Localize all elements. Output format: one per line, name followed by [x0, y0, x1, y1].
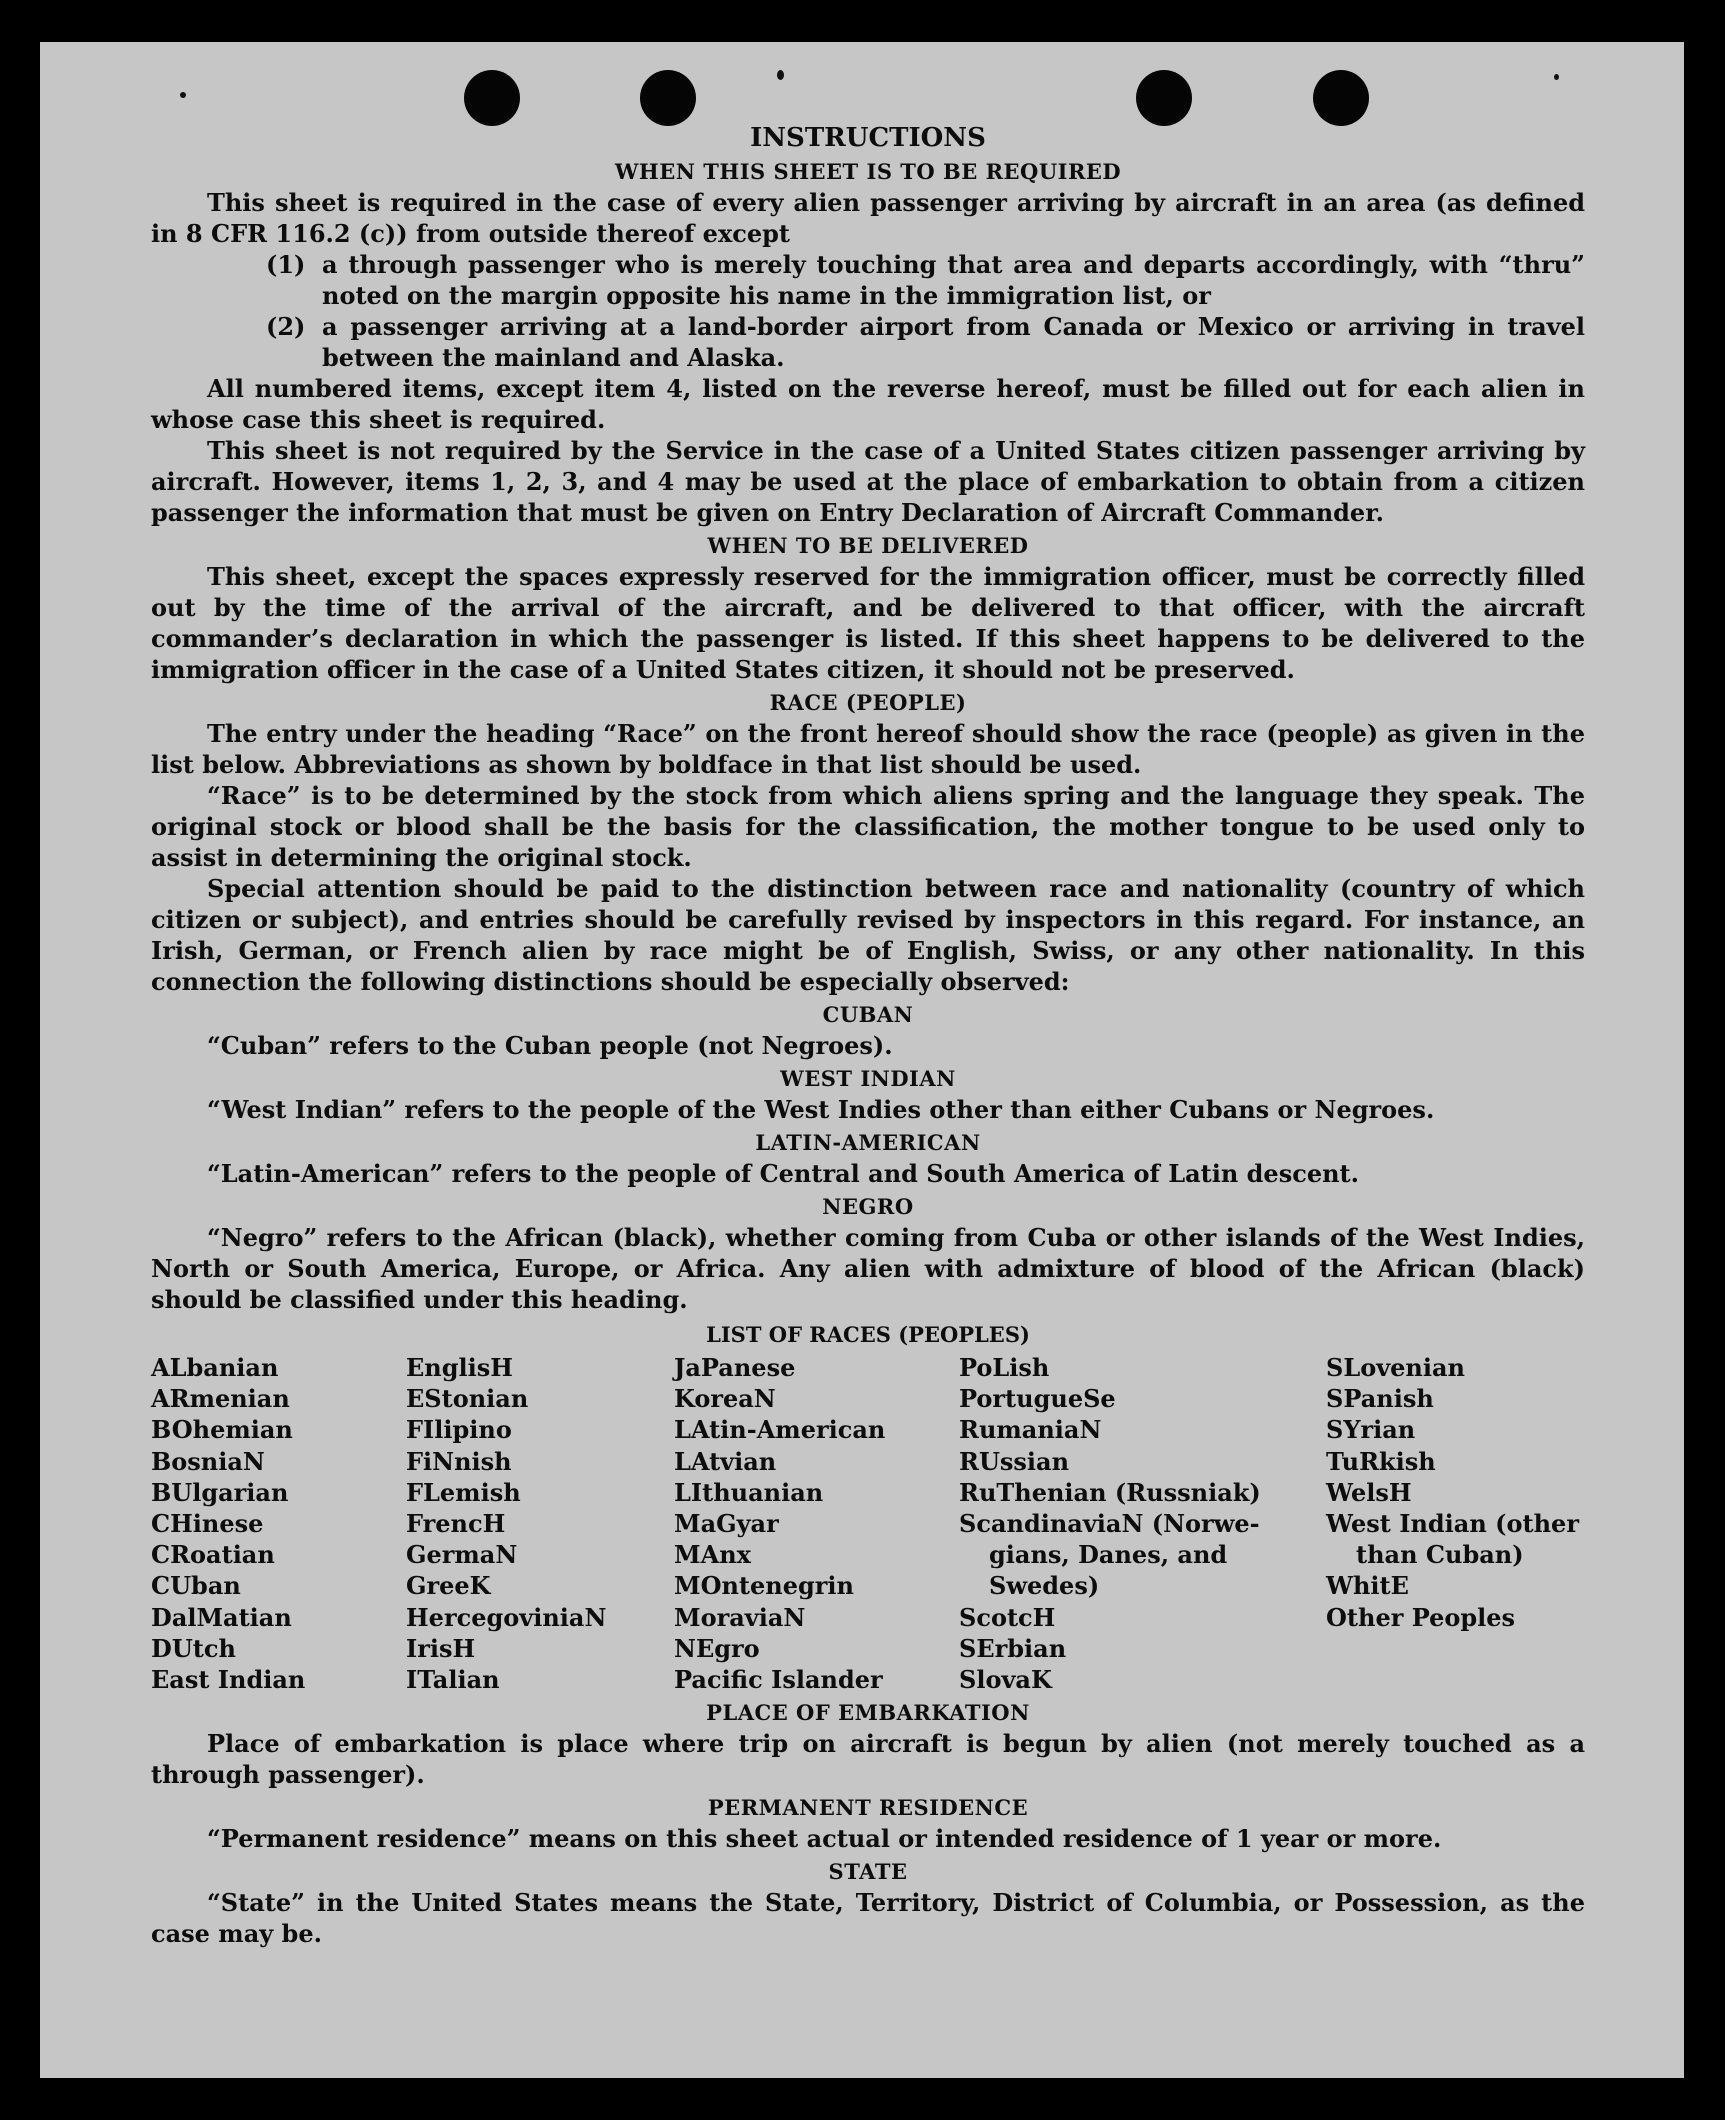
- race-item: LIthuanian: [674, 1477, 824, 1507]
- race-item: BOhemian: [151, 1415, 293, 1445]
- race-item: MOntenegrin: [674, 1571, 854, 1601]
- race-item: Swedes): [989, 1571, 1100, 1601]
- race-item: ARmenian: [151, 1384, 290, 1414]
- race-item: MoraviaN: [674, 1602, 806, 1632]
- race-item: WelsH: [1326, 1477, 1412, 1507]
- paragraph: Special attention should be paid to the distinction between race and nationality (country of which citizen or subject), and entries should be carefully revised by inspectors in this regard. For instance, an Irish, German, or French alien by race might be of English, Swiss, or any other nationality. In this connection the following distinctions should be especially observed:: [151, 874, 1585, 996]
- race-column: [674, 1352, 959, 1695]
- speck: [180, 92, 186, 98]
- item-text: a through passenger who is merely touching that area and departs accordingly, with “thru” noted on the margin opposite his name in the immigration list, or: [322, 250, 1585, 310]
- race-item: ALbanian: [151, 1353, 279, 1382]
- heading-list-of-races: LIST OF RACES (PEOPLES): [706, 1322, 1030, 1347]
- paragraph: This sheet, except the spaces expressly reserved for the immigration officer, must be correctly filled out by the time of the arrival of the aircraft, and be delivered to that officer, with the aircraft commander’s declaration in which the passenger is listed. If this sheet happens to be delivered to the immigration officer in the case of a United States citizen, it should not be preserved.: [151, 562, 1585, 684]
- race-item: JaPanese: [674, 1353, 796, 1382]
- race-item: FrencH: [406, 1509, 506, 1539]
- instructions-content: [151, 122, 1585, 1949]
- race-item: BUlgarian: [151, 1477, 289, 1507]
- race-item: PoLish: [959, 1353, 1050, 1382]
- race-item: FiNnish: [406, 1446, 512, 1476]
- race-item: SlovaK: [959, 1665, 1052, 1695]
- race-list: [151, 1352, 1585, 1695]
- race-column: [959, 1352, 1326, 1695]
- race-item: MAnx: [674, 1540, 751, 1570]
- race-item: BosniaN: [151, 1446, 265, 1476]
- heading-latin-american: LATIN-AMERICAN: [755, 1130, 981, 1155]
- race-item: EStonian: [406, 1384, 529, 1414]
- race-item: NEgro: [674, 1633, 760, 1663]
- race-item: SYrian: [1326, 1415, 1416, 1445]
- race-item: IrisH: [406, 1633, 476, 1663]
- heading-place-of-embarkation: PLACE OF EMBARKATION: [706, 1700, 1030, 1726]
- item-number: (1): [266, 250, 306, 279]
- paragraph: “Race” is to be determined by the stock from which aliens spring and the language they speak. The original stock or blood shall be the basis for the classification, the mother tongue to be used only to assist in determining the original stock.: [151, 781, 1585, 872]
- speck: [777, 70, 784, 80]
- item-number: (2): [266, 312, 306, 341]
- race-item: TuRkish: [1326, 1446, 1436, 1476]
- numbered-item: [266, 249, 1585, 311]
- race-item: HercegoviniaN: [406, 1602, 607, 1632]
- heading-west-indian: WEST INDIAN: [780, 1066, 956, 1091]
- punch-hole: [1313, 70, 1369, 126]
- race-item: CUban: [151, 1571, 241, 1601]
- race-item: RUssian: [959, 1446, 1070, 1476]
- race-item: West Indian (other: [1326, 1509, 1579, 1539]
- race-item: ITalian: [406, 1665, 500, 1695]
- race-item: FLemish: [406, 1477, 521, 1507]
- race-item: GermaN: [406, 1540, 518, 1570]
- race-item: DUtch: [151, 1633, 236, 1663]
- race-item: SErbian: [959, 1633, 1067, 1663]
- heading-race: RACE (PEOPLE): [769, 690, 967, 715]
- race-item: RumaniaN: [959, 1415, 1102, 1445]
- paragraph: The entry under the heading “Race” on the front hereof should show the race (people) as given in the list below. Abbreviations as shown by boldface in that list should be used.: [151, 719, 1585, 779]
- race-item: KoreaN: [674, 1384, 776, 1414]
- paragraph: “Permanent residence” means on this sheet actual or intended residence of 1 year or more.: [207, 1824, 1442, 1854]
- paragraph: “Negro” refers to the African (black), whether coming from Cuba or other islands of the West Indies, North or South America, Europe, or Africa. Any alien with admixture of blood of the African (black) should be classified under this heading.: [151, 1223, 1585, 1314]
- document-sheet: [40, 42, 1684, 2078]
- race-item: East Indian: [151, 1665, 306, 1695]
- race-item: FIlipino: [406, 1415, 512, 1445]
- heading-negro: NEGRO: [822, 1194, 914, 1219]
- paragraph: This sheet is not required by the Service in the case of a United States citizen passenger arriving by aircraft. However, items 1, 2, 3, and 4 may be used at the place of embarkation to obtain from a citizen passenger the information that must be given on Entry Declaration of Aircraft Commander.: [151, 436, 1585, 527]
- paragraph: Place of embarkation is place where trip on aircraft is begun by alien (not merely touched as a through passenger).: [151, 1729, 1585, 1790]
- race-item: ScandinaviaN (Norwe-: [959, 1509, 1260, 1539]
- race-item: Pacific Islander: [674, 1665, 883, 1695]
- heading-when-delivered: WHEN TO BE DELIVERED: [707, 533, 1029, 558]
- heading-when-required: WHEN THIS SHEET IS TO BE REQUIRED: [614, 159, 1122, 184]
- item-text: a passenger arriving at a land-border airport from Canada or Mexico or arriving in travel between the mainland and Alaska.: [322, 312, 1585, 372]
- paragraph: “State” in the United States means the State, Territory, District of Columbia, or Possession, as the case may be.: [151, 1888, 1585, 1949]
- paragraph: All numbered items, except item 4, listed on the reverse hereof, must be filled out for each alien in whose case this sheet is required.: [151, 374, 1585, 434]
- punch-hole: [464, 70, 520, 126]
- race-column: [406, 1352, 674, 1695]
- paragraph: This sheet is required in the case of every alien passenger arriving by aircraft in an area (as defined in 8 CFR 116.2 (c)) from outside thereof except: [151, 188, 1585, 248]
- race-column: [151, 1352, 406, 1695]
- race-item: SLovenian: [1326, 1353, 1465, 1382]
- numbered-item: [266, 311, 1585, 373]
- paragraph: “West Indian” refers to the people of the West Indies other than either Cubans or Negroes.: [207, 1095, 1435, 1124]
- race-item: Other Peoples: [1326, 1602, 1516, 1632]
- race-item: PortugueSe: [959, 1384, 1116, 1414]
- race-item: DalMatian: [151, 1602, 292, 1632]
- page-title: INSTRUCTIONS: [750, 123, 986, 153]
- race-item: than Cuban): [1356, 1540, 1524, 1570]
- race-item: SPanish: [1326, 1384, 1434, 1414]
- race-item: LAtvian: [674, 1446, 777, 1476]
- paragraph: “Latin-American” refers to the people of Central and South America of Latin descent.: [207, 1159, 1359, 1188]
- punch-hole: [1136, 70, 1192, 126]
- race-item: EnglisH: [406, 1353, 513, 1382]
- race-item: LAtin-American: [674, 1415, 886, 1445]
- race-item: gians, Danes, and: [989, 1540, 1228, 1570]
- speck: [1554, 74, 1559, 80]
- race-column: [1326, 1352, 1585, 1695]
- heading-cuban: CUBAN: [822, 1002, 914, 1027]
- race-item: CHinese: [151, 1509, 264, 1539]
- heading-permanent-residence: PERMANENT RESIDENCE: [707, 1795, 1029, 1821]
- race-item: GreeK: [406, 1571, 491, 1601]
- race-item: CRoatian: [151, 1540, 275, 1570]
- race-item: ScotcH: [959, 1602, 1056, 1632]
- paragraph: “Cuban” refers to the Cuban people (not Negroes).: [207, 1031, 893, 1060]
- race-item: RuThenian (Russniak): [959, 1477, 1261, 1507]
- race-item: WhitE: [1326, 1571, 1409, 1601]
- punch-hole: [640, 70, 696, 126]
- race-item: MaGyar: [674, 1509, 779, 1539]
- heading-state: STATE: [828, 1859, 908, 1885]
